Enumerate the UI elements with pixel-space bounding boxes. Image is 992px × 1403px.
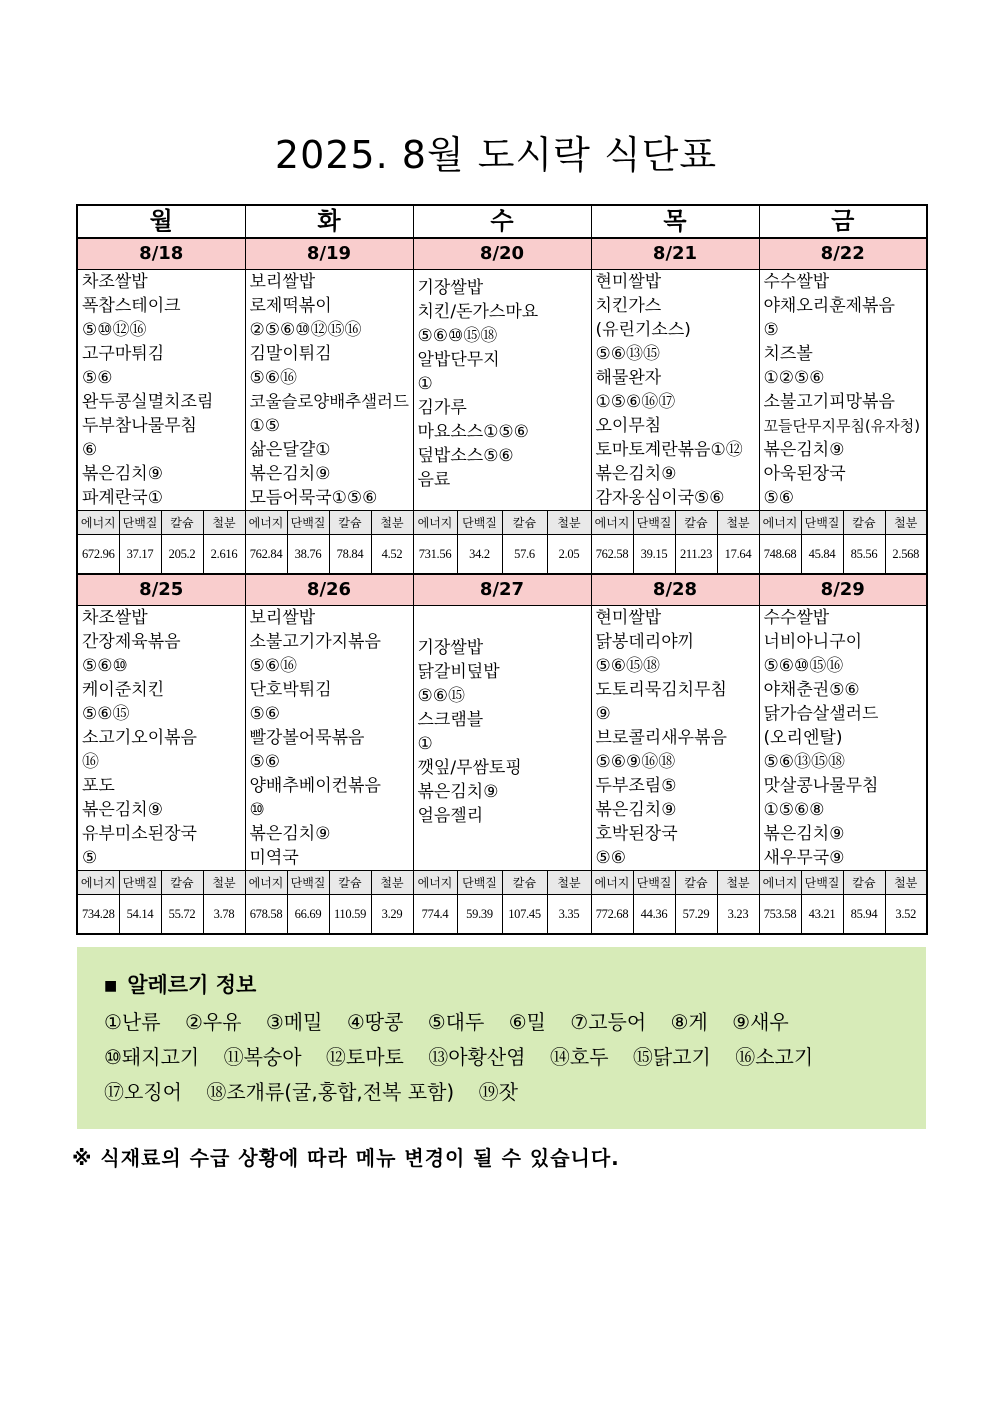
allergy-item: ⑦고등어 <box>570 1010 647 1034</box>
menu-item: ⑤⑥ <box>82 368 113 388</box>
nutrition-label: 철분 <box>547 511 591 535</box>
menu-item: 볶은김치⑨ <box>417 782 499 802</box>
menu-item: 완두콩실멸치조림 <box>82 392 214 412</box>
menu-list <box>246 606 413 870</box>
nutrition-label: 칼슘 <box>329 511 371 535</box>
allergy-list <box>104 1005 901 1110</box>
nutrition-value: 44.36 <box>633 895 675 935</box>
nutrition-label: 칼슘 <box>675 511 717 535</box>
menu-item: (오리엔탈) <box>763 728 843 748</box>
menu-item: 유부미소된장국 <box>82 824 197 844</box>
nutrition-label: 에너지 <box>77 871 119 895</box>
menu-item: 소고기오이볶음 <box>82 728 197 748</box>
date-cell: 8/22 <box>759 238 927 270</box>
menu-item: ⑤⑥ <box>763 488 794 508</box>
menu-item: ⑥ <box>82 440 98 460</box>
menu-item: 토마토계란볶음①⑫ <box>595 440 743 460</box>
date-cell: 8/18 <box>77 238 245 270</box>
menu-item: ⑯ <box>82 752 99 772</box>
allergy-item: ⑲잣 <box>478 1080 518 1104</box>
nutrition-label: 철분 <box>717 511 759 535</box>
nutrition-value: 3.29 <box>371 895 413 935</box>
menu-item: 수수쌀밥 <box>763 608 830 628</box>
menu-item: ⑤⑥⑩⑮⑱ <box>417 326 498 346</box>
menu-item: 치킨가스 <box>595 296 662 316</box>
date-cell: 8/25 <box>77 574 245 606</box>
menu-item: 도토리묵김치무침 <box>595 680 727 700</box>
menu-item: 차조쌀밥 <box>82 272 148 292</box>
nutrition-label: 단백질 <box>633 871 675 895</box>
menu-item: 치즈볼 <box>763 344 813 364</box>
menu-item: 폭찹스테이크 <box>82 296 181 316</box>
nutrition-label: 에너지 <box>77 511 119 535</box>
meal-plan-table <box>76 204 928 935</box>
menu-item: ②⑤⑥⑩⑫⑮⑯ <box>249 320 362 340</box>
menu-item: 두부조림⑤ <box>595 776 677 796</box>
nutrition-value: 753.58 <box>759 895 801 935</box>
nutrition-value: 748.68 <box>759 535 801 575</box>
menu-item: 소불고기피망볶음 <box>763 392 895 412</box>
nutrition-value: 54.14 <box>119 895 161 935</box>
nutrition-value: 78.84 <box>329 535 371 575</box>
menu-item: (유린기소스) <box>595 320 691 340</box>
date-row <box>77 238 927 270</box>
nutrition-value: 34.2 <box>457 535 502 575</box>
nutrition-value: 38.76 <box>287 535 329 575</box>
menu-item: 고구마튀김 <box>82 344 165 364</box>
menu-item: 미역국 <box>249 848 299 868</box>
menu-item: 빨강볼어묵볶음 <box>249 728 365 748</box>
menu-cell <box>759 606 927 871</box>
menu-cell <box>413 606 591 871</box>
menu-item: 얼음젤리 <box>417 806 484 826</box>
menu-item: ⑤⑥ <box>595 848 626 868</box>
nutrition-value: 2.616 <box>203 535 245 575</box>
nutrition-label: 에너지 <box>413 511 457 535</box>
day-header-row <box>77 205 927 238</box>
allergy-item: ⑥밀 <box>508 1010 546 1034</box>
nutrition-label: 칼슘 <box>329 871 371 895</box>
menu-item: ⑤⑥⑮ <box>417 686 465 706</box>
nutrition-value: 762.84 <box>245 535 287 575</box>
nutrition-value: 772.68 <box>591 895 633 935</box>
menu-list <box>414 606 591 870</box>
nutrition-label: 칼슘 <box>843 871 885 895</box>
menu-cell <box>245 270 413 511</box>
menu-item: ⑤⑥⑨⑯⑱ <box>595 752 676 772</box>
menu-cell <box>759 270 927 511</box>
day-name: 목 <box>591 205 759 238</box>
nutrition-value: 3.78 <box>203 895 245 935</box>
allergy-item: ⑭호두 <box>549 1045 609 1069</box>
date-row <box>77 574 927 606</box>
menu-item: ⑤⑥ <box>249 704 280 724</box>
menu-item: ①⑤ <box>249 416 280 436</box>
nutrition-label: 에너지 <box>413 871 457 895</box>
menu-item: ①⑤⑥⑯⑰ <box>595 392 676 412</box>
nutrition-value: 2.05 <box>547 535 591 575</box>
menu-item: 꼬들단무지무침(유자청) <box>763 417 921 435</box>
nutrition-label: 단백질 <box>801 511 843 535</box>
day-name: 화 <box>245 205 413 238</box>
nutrition-value: 774.4 <box>413 895 457 935</box>
menu-item: 너비아니구이 <box>763 632 863 652</box>
nutrition-value: 57.6 <box>502 535 547 575</box>
menu-item: ⑤⑥⑮ <box>82 704 130 724</box>
menu-item: 현미쌀밥 <box>595 272 662 292</box>
nutrition-label: 칼슘 <box>502 871 547 895</box>
nutrition-label: 철분 <box>885 871 927 895</box>
nutrition-value: 85.94 <box>843 895 885 935</box>
menu-item: 파계란국① <box>82 488 163 508</box>
menu-item: 덮밥소스⑤⑥ <box>417 446 514 466</box>
nutrition-label: 에너지 <box>759 511 801 535</box>
menu-item: 기장쌀밥 <box>417 278 484 298</box>
menu-cell <box>591 606 759 871</box>
menu-list <box>246 270 413 510</box>
allergy-item: ②우유 <box>184 1010 242 1034</box>
nutrition-value: 4.52 <box>371 535 413 575</box>
date-cell: 8/21 <box>591 238 759 270</box>
nutrition-value: 3.52 <box>885 895 927 935</box>
menu-item: ⑤⑥⑯ <box>249 368 297 388</box>
menu-item: 깻잎/무쌈토핑 <box>417 758 522 778</box>
nutrition-label: 단백질 <box>287 871 329 895</box>
menu-cell <box>77 606 245 871</box>
allergy-item: ⑯소고기 <box>735 1045 814 1069</box>
menu-list <box>592 606 759 870</box>
allergy-title: 알레르기 정보 <box>127 973 257 997</box>
date-cell: 8/27 <box>413 574 591 606</box>
nutrition-label: 철분 <box>371 871 413 895</box>
menu-item: 해물완자 <box>595 368 662 388</box>
allergy-item: ⑨새우 <box>732 1010 789 1034</box>
menu-cell <box>245 606 413 871</box>
nutrition-value: 59.39 <box>457 895 502 935</box>
allergy-item: ①난류 <box>104 1010 161 1034</box>
nutrition-value: 731.56 <box>413 535 457 575</box>
menu-item: 야채오리훈제볶음 <box>763 296 895 316</box>
nutrition-value: 3.23 <box>717 895 759 935</box>
page-title: 2025. 8월 도시락 식단표 <box>274 133 718 177</box>
nutrition-value: 57.29 <box>675 895 717 935</box>
menu-list <box>78 606 245 870</box>
day-name: 금 <box>759 205 927 238</box>
nutrition-label: 에너지 <box>591 871 633 895</box>
menu-item: 단호박튀김 <box>249 680 332 700</box>
nutrition-value: 205.2 <box>161 535 203 575</box>
nutrition-label: 칼슘 <box>502 511 547 535</box>
menu-item: 음료 <box>417 470 451 490</box>
menu-item: 모듬어묵국①⑤⑥ <box>249 488 378 508</box>
menu-change-notice: ※ 식재료의 수급 상황에 따라 메뉴 변경이 될 수 있습니다. <box>72 1146 620 1170</box>
menu-item: 닭갈비덮밥 <box>417 662 500 682</box>
menu-item: ⑤⑥⑩ <box>82 656 128 676</box>
menu-item: 양배추베이컨볶음 <box>249 776 381 796</box>
nutrition-label: 단백질 <box>457 511 502 535</box>
allergy-item: ⑰오징어 <box>104 1080 182 1104</box>
menu-item: 닭봉데리야끼 <box>595 632 695 652</box>
allergy-item: ⑪복숭아 <box>223 1045 302 1069</box>
menu-item: 두부참나물무침 <box>82 416 197 436</box>
nutrition-label: 단백질 <box>801 871 843 895</box>
nutrition-label: 철분 <box>203 871 245 895</box>
menu-item: 포도 <box>82 776 115 796</box>
nutrition-value: 672.96 <box>77 535 119 575</box>
nutrition-label: 단백질 <box>287 511 329 535</box>
menu-item: 차조쌀밥 <box>82 608 148 628</box>
menu-list <box>760 270 927 510</box>
menu-item: 호박된장국 <box>595 824 678 844</box>
menu-item: 볶은김치⑨ <box>249 824 331 844</box>
menu-row <box>77 270 927 511</box>
nutrition-label: 단백질 <box>119 871 161 895</box>
menu-item: 스크램블 <box>417 710 484 730</box>
menu-item: ①⑤⑥⑧ <box>763 800 825 820</box>
menu-item: 보리쌀밥 <box>249 272 316 292</box>
nutrition-label: 철분 <box>885 511 927 535</box>
menu-item: 치킨/돈가스마요 <box>417 302 539 322</box>
nutrition-label: 에너지 <box>759 871 801 895</box>
nutrition-value: 43.21 <box>801 895 843 935</box>
nutrition-label-row <box>77 511 927 535</box>
menu-item: 삶은달걀① <box>249 440 331 460</box>
nutrition-label: 칼슘 <box>675 871 717 895</box>
menu-item: ⑤ <box>763 320 779 340</box>
menu-item: 소불고기가지볶음 <box>249 632 381 652</box>
menu-item: 마요소스①⑤⑥ <box>417 422 529 442</box>
menu-item: 김말이튀김 <box>249 344 332 364</box>
menu-item: 감자옹심이국⑤⑥ <box>595 488 725 508</box>
menu-item: ⑨ <box>595 704 611 724</box>
menu-item: 볶은김치⑨ <box>595 800 677 820</box>
menu-item: ①②⑤⑥ <box>763 368 825 388</box>
nutrition-value: 211.23 <box>675 535 717 575</box>
nutrition-value: 85.56 <box>843 535 885 575</box>
nutrition-value: 39.15 <box>633 535 675 575</box>
nutrition-value: 678.58 <box>245 895 287 935</box>
nutrition-value: 3.35 <box>547 895 591 935</box>
nutrition-label: 철분 <box>203 511 245 535</box>
nutrition-label: 에너지 <box>245 871 287 895</box>
allergy-item: ④땅콩 <box>346 1010 404 1034</box>
nutrition-label: 철분 <box>717 871 759 895</box>
allergy-heading <box>104 969 901 999</box>
menu-item: 케이준치킨 <box>82 680 165 700</box>
nutrition-value: 762.58 <box>591 535 633 575</box>
nutrition-value: 37.17 <box>119 535 161 575</box>
nutrition-label: 칼슘 <box>161 871 203 895</box>
date-cell: 8/29 <box>759 574 927 606</box>
nutrition-label: 에너지 <box>245 511 287 535</box>
menu-list <box>592 270 759 510</box>
menu-item: ⑤⑥ <box>249 752 280 772</box>
nutrition-label: 칼슘 <box>843 511 885 535</box>
nutrition-label: 단백질 <box>633 511 675 535</box>
menu-item: 닭가슴살샐러드 <box>763 704 879 724</box>
nutrition-label: 단백질 <box>119 511 161 535</box>
nutrition-value: 107.45 <box>502 895 547 935</box>
allergy-item: ⑮닭고기 <box>632 1045 711 1069</box>
day-name: 월 <box>77 205 245 238</box>
menu-item: 알밥단무지 <box>417 350 500 370</box>
allergy-item: ⑬아황산염 <box>428 1045 526 1069</box>
date-cell: 8/20 <box>413 238 591 270</box>
menu-item: 볶은김치⑨ <box>763 824 845 844</box>
allergy-item: ⑩돼지고기 <box>104 1045 200 1069</box>
menu-cell <box>77 270 245 511</box>
menu-item: 새우무국⑨ <box>763 848 845 868</box>
nutrition-value: 66.69 <box>287 895 329 935</box>
nutrition-value: 2.568 <box>885 535 927 575</box>
menu-cell <box>591 270 759 511</box>
menu-item: 코울슬로양배추샐러드 <box>249 392 409 411</box>
allergy-info-box <box>77 947 926 1129</box>
nutrition-value: 17.64 <box>717 535 759 575</box>
menu-item: ⑤⑥⑬⑮⑱ <box>763 752 845 772</box>
menu-item: 볶은김치⑨ <box>763 440 845 460</box>
menu-item: 아욱된장국 <box>763 464 846 484</box>
menu-item: 볶은김치⑨ <box>249 464 331 484</box>
menu-item: ⑤ <box>82 848 98 868</box>
menu-item: ① <box>417 734 433 754</box>
nutrition-value-row <box>77 535 927 575</box>
nutrition-label: 단백질 <box>457 871 502 895</box>
menu-item: 보리쌀밥 <box>249 608 316 628</box>
date-cell: 8/26 <box>245 574 413 606</box>
menu-item: 수수쌀밥 <box>763 272 830 292</box>
menu-item: ⑤⑩⑫⑯ <box>82 320 147 340</box>
date-cell: 8/28 <box>591 574 759 606</box>
menu-item: 로제떡볶이 <box>249 296 332 316</box>
menu-item: 야채춘권⑤⑥ <box>763 680 860 700</box>
menu-item: 브로콜리새우볶음 <box>595 728 727 748</box>
menu-item: 간장제육볶음 <box>82 632 181 652</box>
menu-item: 맛살콩나물무침 <box>763 776 879 796</box>
allergy-item: ⑧게 <box>670 1010 708 1034</box>
menu-item: ⑤⑥⑯ <box>249 656 297 676</box>
menu-item: 볶은김치⑨ <box>595 464 677 484</box>
menu-list <box>78 270 245 510</box>
nutrition-value: 734.28 <box>77 895 119 935</box>
menu-cell <box>413 270 591 511</box>
menu-item: 현미쌀밥 <box>595 608 662 628</box>
date-cell: 8/19 <box>245 238 413 270</box>
menu-list <box>760 606 927 870</box>
nutrition-label: 칼슘 <box>161 511 203 535</box>
menu-item: 기장쌀밥 <box>417 638 484 658</box>
menu-item: ⑩ <box>249 800 265 820</box>
allergy-item: ⑤대두 <box>427 1010 485 1034</box>
nutrition-label-row <box>77 871 927 895</box>
nutrition-value-row <box>77 895 927 935</box>
menu-item: ① <box>417 374 433 394</box>
allergy-item: ⑫토마토 <box>325 1045 404 1069</box>
menu-item: ⑤⑥⑩⑮⑯ <box>763 656 844 676</box>
nutrition-label: 철분 <box>547 871 591 895</box>
menu-list <box>414 270 591 510</box>
nutrition-value: 110.59 <box>329 895 371 935</box>
day-name: 수 <box>413 205 591 238</box>
allergy-item: ③메밀 <box>265 1010 323 1034</box>
menu-item: 볶은김치⑨ <box>82 464 163 484</box>
menu-row <box>77 606 927 871</box>
square-bullet-icon: ■ <box>104 978 118 994</box>
allergy-item: ⑱조개류(굴,홍합,전복 포함) <box>206 1080 455 1104</box>
nutrition-value: 45.84 <box>801 535 843 575</box>
menu-item: ⑤⑥⑬⑮ <box>595 344 660 364</box>
menu-item: 오이무침 <box>595 416 662 436</box>
nutrition-label: 에너지 <box>591 511 633 535</box>
menu-item: ⑤⑥⑮⑱ <box>595 656 660 676</box>
nutrition-value: 55.72 <box>161 895 203 935</box>
menu-item: 볶은김치⑨ <box>82 800 163 820</box>
nutrition-label: 철분 <box>371 511 413 535</box>
menu-item: 김가루 <box>417 398 467 418</box>
